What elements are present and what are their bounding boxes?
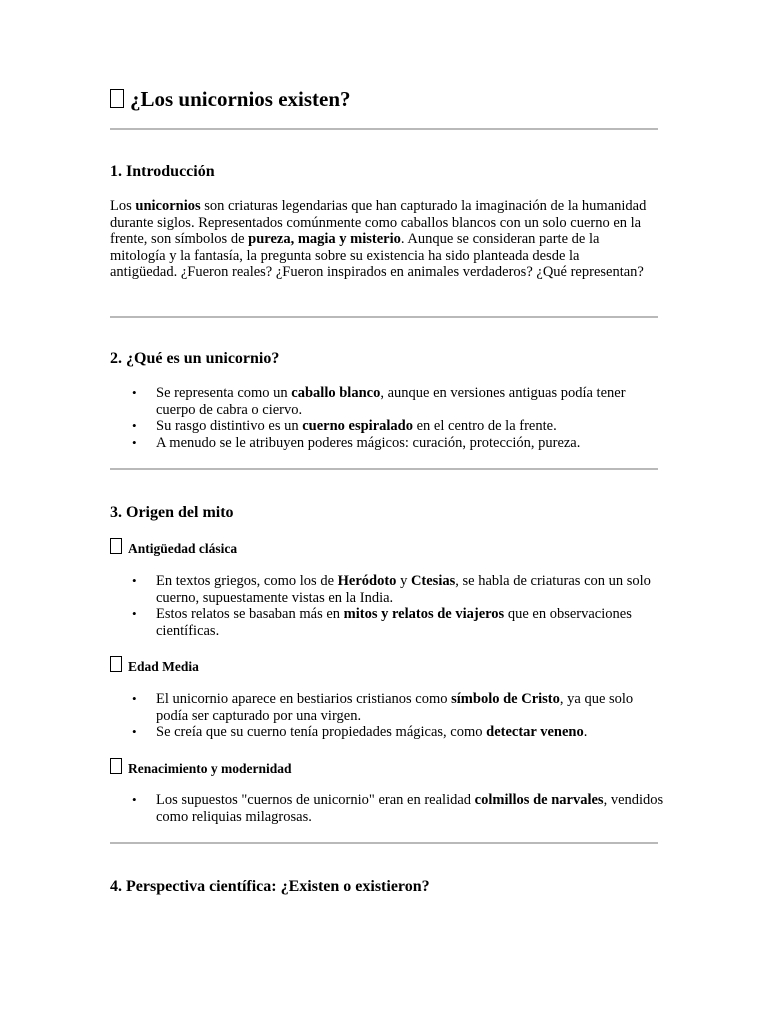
text-run: Los (110, 198, 136, 214)
unicorn-emoji-icon (110, 89, 124, 108)
list-item: • Su rasgo distintivo es un cuerno espiralado en el centro de la frente. (156, 418, 666, 435)
list-item: • El unicornio aparece en bestiarios cristianos como símbolo de Cristo, ya que solo podía ser capturado por una virgen. (156, 691, 666, 724)
subheading-antiquity: Antigüedad clásica (110, 538, 237, 558)
intro-paragraph (110, 198, 650, 281)
text-run: . Aunque se consideran parte de la mitología y la fantasía, la pregunta sobre su existencia ha sido planteada desde la antigüedad. ¿Fueron reales? ¿Fueron inspirados en animales verdaderos? ¿Qué representan? (110, 231, 644, 281)
list-item: • Los supuestos "cuernos de unicornio" eran en realidad colmillos de narvales, vendidos como reliquias milagrosas. (156, 792, 666, 825)
divider (110, 468, 658, 470)
page-title-text: ¿Los unicornios existen? (130, 87, 351, 111)
divider (110, 842, 658, 844)
list-item: • Se creía que su cuerno tenía propiedades mágicas, como detectar veneno. (156, 724, 666, 741)
list-item: • Estos relatos se basaban más en mitos y relatos de viajeros que en observaciones científicas. (156, 606, 666, 639)
divider (110, 128, 658, 130)
bold-run: pureza, magia y misterio (248, 231, 401, 248)
bold-run: unicornios (135, 198, 201, 214)
middle-ages-list (156, 691, 666, 741)
list-item: • Se representa como un caballo blanco, aunque en versiones antiguas podía tener cuerpo de cabra o ciervo. (156, 385, 666, 418)
castle-emoji-icon (110, 656, 122, 672)
temple-emoji-icon (110, 538, 122, 554)
section-heading-origin: 3. Origen del mito (110, 504, 234, 521)
subheading-middle-ages: Edad Media (110, 656, 199, 676)
divider (110, 316, 658, 318)
list-item: • A menudo se le atribuyen poderes mágicos: curación, protección, pureza. (156, 435, 666, 452)
antiquity-list (156, 573, 666, 639)
section-heading-what-is: 2. ¿Qué es un unicornio? (110, 350, 280, 367)
subheading-renaissance: Renacimiento y modernidad (110, 758, 292, 778)
art-palette-emoji-icon (110, 758, 122, 774)
renaissance-list (156, 792, 666, 825)
section-heading-science: 4. Perspectiva científica: ¿Existen o existieron? (110, 878, 430, 895)
page-title (110, 87, 351, 111)
what-is-list (156, 385, 666, 451)
list-item: • En textos griegos, como los de Heródoto y Ctesias, se habla de criaturas con un solo cuerno, supuestamente vistas en la India. (156, 573, 666, 606)
text-run: son criaturas legendarias que han capturado la imaginación de la humanidad durante siglos. Representados comúnmente como caballos blancos con un solo cuerno en la frente, son símbolos de (110, 198, 647, 248)
section-heading-intro: 1. Introducción (110, 163, 215, 180)
